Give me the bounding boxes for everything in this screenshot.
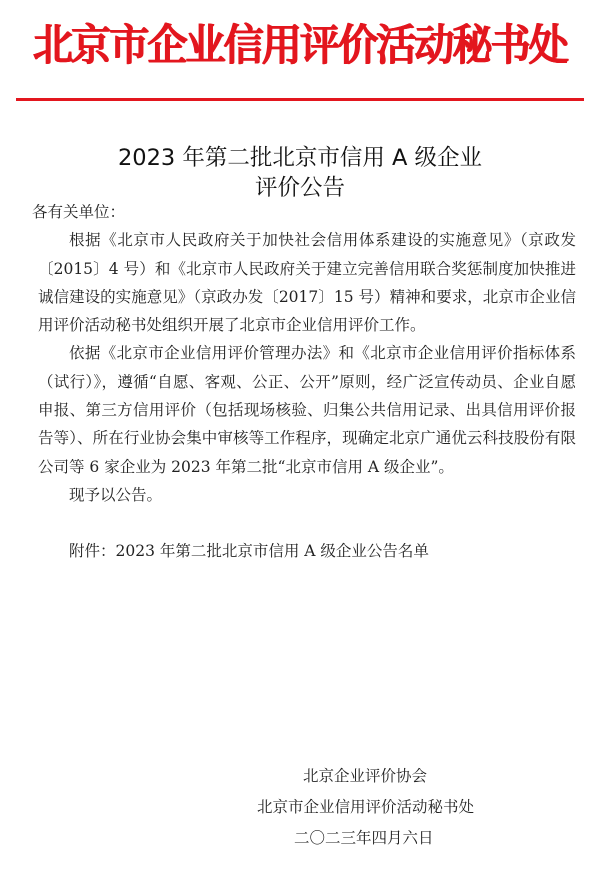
attachment-line: 附件：2023 年第二批北京市信用 A 级企业公告名单 — [69, 542, 429, 561]
paragraph-announcement: 现予以公告。 — [69, 485, 163, 504]
signature-org1: 北京企业评价协会 — [303, 767, 428, 785]
signature-date: 二〇二三年四月六日 — [294, 829, 434, 847]
paragraph-gap — [38, 509, 576, 537]
paragraph-process: 依据《北京市企业信用评价管理办法》和《北京市企业信用评价指标体系（试行）》，遵循“自愿、客观、公正、公开”原则，经广泛宣传动员、企业自愿申报、第三方信用评价（包括现场核验、归集公共信用记录、出具信用评价报告等）、所在行业协会集中审核等工作程序，现确定北京广通优云科技股份有限公司等 6 家企业为 2023 年第二批“北京市信用 A 级企业”。 — [38, 344, 576, 476]
org-red-header: 北京市企业信用评价活动秘书处 — [33, 21, 567, 71]
paragraph-basis: 根据《北京市人民政府关于加快社会信用体系建设的实施意见》（京政发〔2015〕4 号）和《北京市人民政府关于建立完善信用联合奖惩制度加快推进诚信建设的实施意见》（京政办发〔2017〕15 号）精神和要求，北京市企业信用评价活动秘书处组织开展了北京市企业信用评价工作。 — [38, 231, 576, 335]
notice-title-line1: 2023 年第二批北京市信用 A 级企业 — [117, 145, 483, 171]
header-divider — [16, 98, 584, 101]
notice-body — [32, 198, 576, 566]
salutation: 各有关单位： — [32, 203, 126, 221]
notice-title-line2: 评价公告 — [254, 175, 345, 201]
signature-org2: 北京市企业信用评价活动秘书处 — [257, 798, 475, 816]
